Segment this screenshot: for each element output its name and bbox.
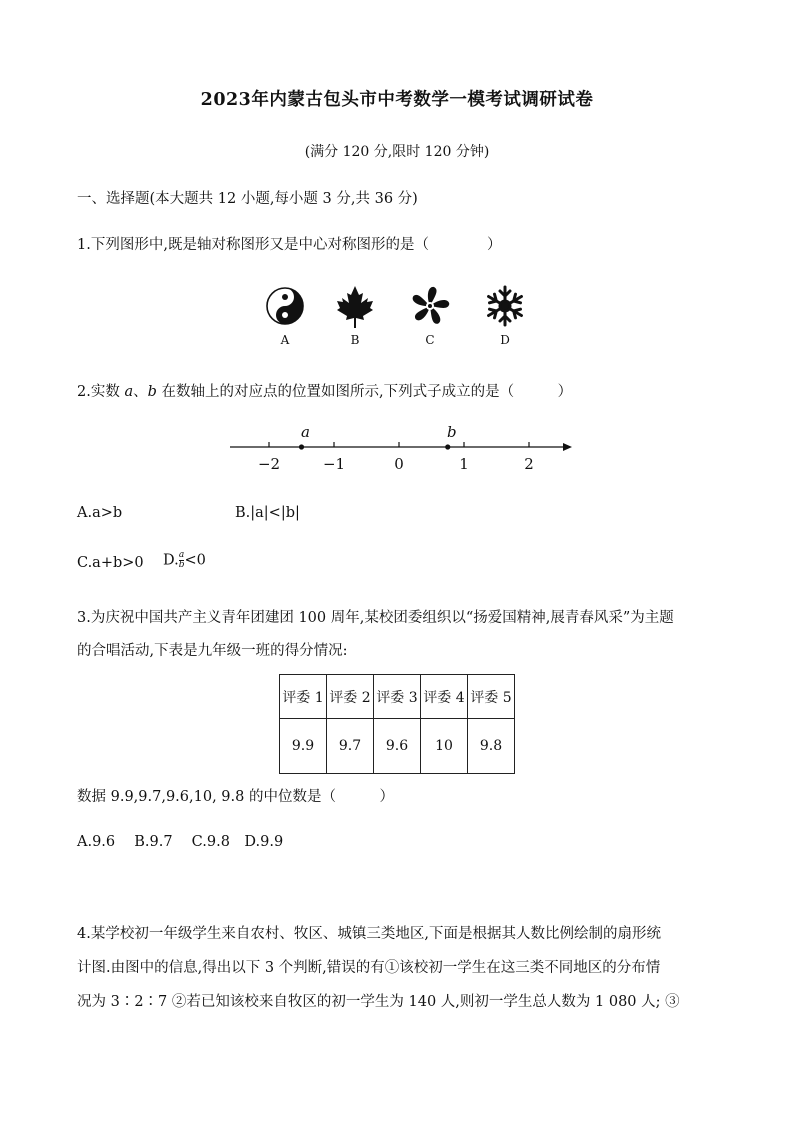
tick-label: 0 (394, 455, 404, 473)
page-title: 2023年内蒙古包头市中考数学一模考试调研试卷 (200, 90, 594, 110)
table-cell: 9.9 (280, 719, 327, 774)
point-a-dot (299, 444, 304, 449)
table-header: 评委 5 (468, 675, 515, 719)
question-3-prompt: 数据 9.9,9.7,9.6,10, 9.8 的中位数是（ ） (77, 789, 394, 805)
option-label-c: C (425, 333, 435, 347)
point-a-label: a (301, 423, 310, 441)
score-table (279, 674, 515, 774)
question-4-line-1: 4.某学校初一年级学生来自农村、牧区、城镇三类地区,下面是根据其人数比例绘制的扇形统 (77, 926, 661, 942)
snowflake-icon (486, 287, 524, 325)
question-3-options: A.9.6 B.9.7 C.9.8 D.9.9 (77, 834, 284, 850)
q2-option-c: C.a+b>0 (77, 555, 144, 571)
q2-option-b: B.|a|<|b| (235, 505, 300, 521)
section-heading: 一、选择题(本大题共 12 小题,每小题 3 分,共 36 分) (77, 191, 418, 207)
table-header: 评委 1 (280, 675, 327, 719)
table-header: 评委 3 (374, 675, 421, 719)
number-line-figure (225, 420, 580, 480)
tick-label: 1 (459, 455, 469, 473)
point-b-label: b (446, 423, 457, 441)
question-1-stem: 1.下列图形中,既是轴对称图形又是中心对称图形的是（ ） (77, 237, 502, 253)
question-3-line-2: 的合唱活动,下表是九年级一班的得分情况: (77, 643, 348, 659)
q1-figures (250, 284, 550, 334)
table-cell: 9.7 (327, 719, 374, 774)
maple-leaf-icon (337, 286, 373, 328)
question-4-line-3: 况为 3∶2∶7 ②若已知该校来自牧区的初一学生为 140 人,则初一学生总人数为 1 080 人; ③ (77, 994, 680, 1010)
tick-label: 2 (524, 455, 534, 473)
tick-label: −1 (322, 455, 346, 473)
option-label-d: D (500, 333, 510, 347)
point-b-dot (445, 444, 450, 449)
table-header: 评委 4 (421, 675, 468, 719)
option-label-b: B (350, 333, 360, 347)
option-label-a: A (280, 333, 290, 347)
table-cell: 9.8 (468, 719, 515, 774)
q2-option-a: A.a>b (77, 505, 123, 521)
exam-subtitle: (满分 120 分,限时 120 分钟) (304, 144, 490, 160)
table-cell: 9.6 (374, 719, 421, 774)
bauhinia-icon (411, 287, 450, 325)
question-3-line-1: 3.为庆祝中国共产主义青年团建团 100 周年,某校团委组织以“扬爱国精神,展青春风采”为主题 (77, 610, 674, 626)
yin-yang-icon (267, 288, 303, 324)
fraction-a-over-b: $\frac{a}{b}$ (178, 550, 185, 570)
tick-label: −2 (257, 455, 281, 473)
q2-option-d: D. $\frac{a}{b}$ <0 (163, 550, 206, 570)
table-cell: 10 (421, 719, 468, 774)
axis-arrow-icon (563, 443, 572, 451)
question-4-line-2: 计图.由图中的信息,得出以下 3 个判断,错误的有①该校初一学生在这三类不同地区的分布情 (77, 960, 661, 976)
question-2-stem: 2.实数 a、b 在数轴上的对应点的位置如图所示,下列式子成立的是（ ） (77, 384, 573, 400)
table-header: 评委 2 (327, 675, 374, 719)
